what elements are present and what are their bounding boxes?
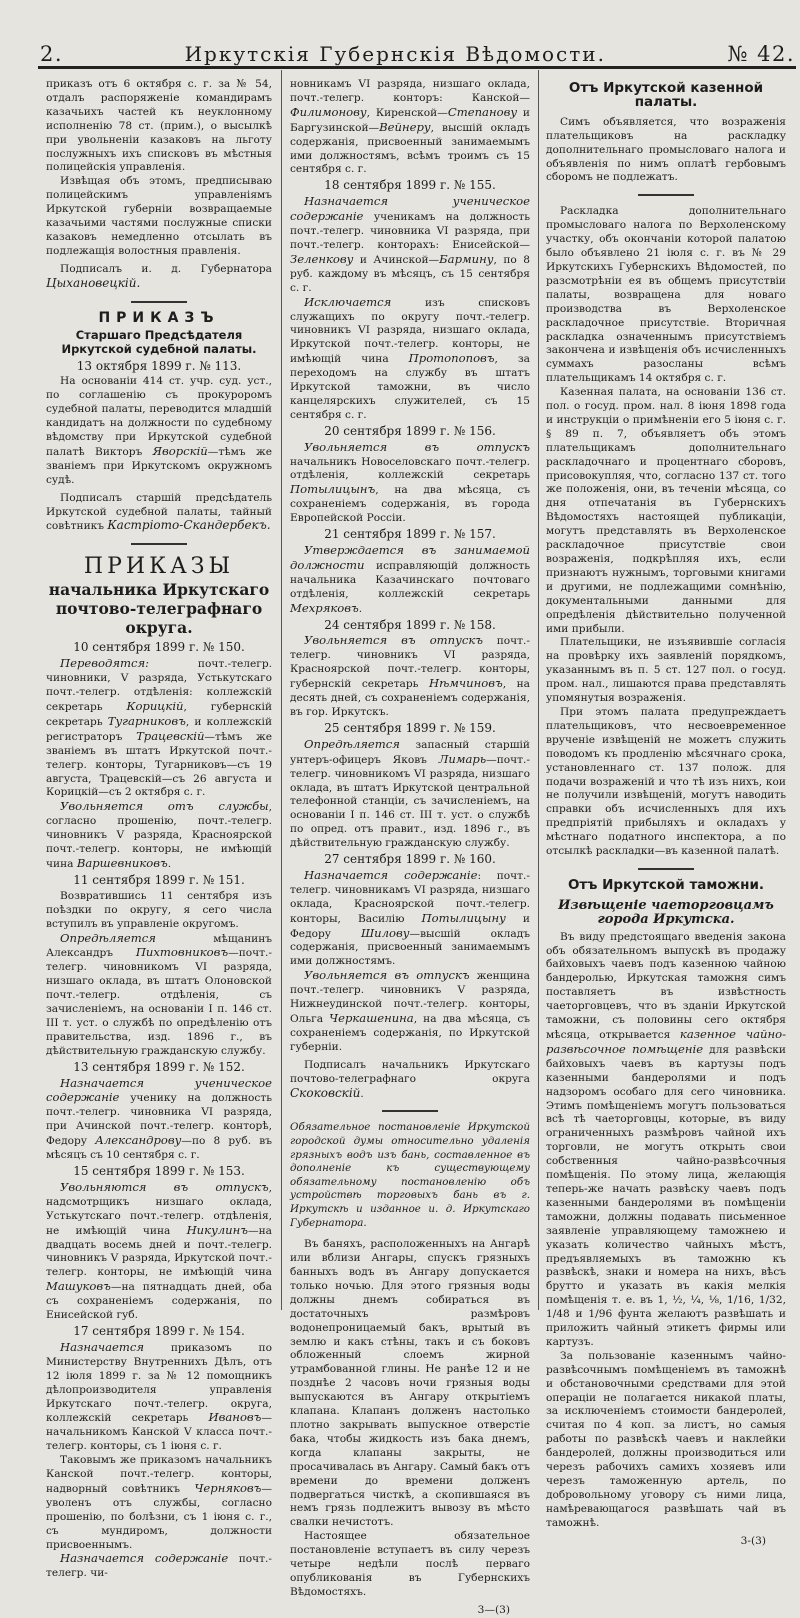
emphasized-text: Назначается содержаніе <box>304 867 478 882</box>
paragraph <box>546 636 786 706</box>
text-run: Таковымъ же приказомъ начальникъ Канской почт.-телегр. конторы, надворный совѣтникъ <box>46 1454 272 1495</box>
paragraph <box>290 634 530 719</box>
emphasized-text: Потылицыну <box>421 910 506 925</box>
text-run: —на пятнадцать дней, оба съ сохраненіемъ содержанія, по Енисейской губ. <box>46 1281 272 1322</box>
text-run: Казенная палата, на основаніи 136 ст. пол. о госуд. пром. нал. 8 іюня 1898 года и инструкціи о примѣненіи его 5 іюня с. г. § 89 п. 7, объявляетъ объ этомъ плательщикамъ дополнительнаго раскладочнаго и процентнаго сборовъ, присовокупляя, что, согласно 137 ст. того же положенія, они, въ теченіи мѣсяца, со дня отпечатанія въ Губернскихъ Вѣдомостяхъ настоящей публикаціи, могутъ представлять въ Верхоленское раскладочное присутствіе свои возраженія, подкрѣпляя ихъ, если признаютъ нужнымъ, торговыми книгами и другими, не подлежащими сомнѣнію, документальными данными для опредѣленія дѣйствительно полученной ими прибыли. <box>546 386 786 635</box>
paragraph <box>46 1454 272 1552</box>
text-run: изъ списковъ служащихъ по округу почт.-телегр. чиновникъ VI разряда, низшаго оклада, Иркутской почт.-телегр. конторы, не имѣющій чина <box>290 296 530 366</box>
column-middle <box>290 78 530 1618</box>
text-run: Подписалъ начальникъ Иркутскаго почтово-телеграфнаго округа <box>290 1058 530 1085</box>
issue-number: № 42. <box>727 42 795 66</box>
order-date: 10 сентября 1899 г. № 150. <box>73 640 245 655</box>
text-run: ученику на должность почт.-телегр. чиновника VI разряда, при Ачинской почт.-телегр. конторѣ, Федору <box>46 1092 272 1148</box>
newspaper-title: Иркутскія Губернскія Вѣдомости. <box>184 42 606 66</box>
emphasized-text: Бармину <box>439 251 494 266</box>
text-run: Подписалъ старшій предсѣдатель Иркутской судебной палаты, тайный совѣтникъ <box>46 491 272 533</box>
text-run: —начальникомъ Канской V класса почт.-телегр. конторы, съ 1 іюня с. г. <box>46 1412 272 1453</box>
emphasized-text: Черкашенина <box>329 1011 414 1025</box>
text-run: На основаніи 414 ст. учр. суд. уст., по соглашенію съ прокуроромъ судебной палаты, переводится младшій кандидатъ на должности по судебному вѣдомству при Иркутской судебной палатѣ Викторъ <box>46 375 272 458</box>
order-date: 15 сентября 1899 г. № 153. <box>73 1164 245 1178</box>
section-heading: ПРИКАЗЪ <box>98 309 220 326</box>
text-run: новникамъ VI разряда, низшаго оклада, почт.-телегр. конторъ: Канской— <box>290 78 530 104</box>
text-run: , на два мѣсяца, съ сохраненіемъ содержанія, по Иркутской губерніи. <box>290 1013 530 1053</box>
emphasized-text: Скоковскій <box>290 1085 361 1100</box>
emphasized-text: Вейнеру <box>379 119 431 134</box>
text-run: для развѣски байховыхъ чаевъ въ картузы подъ казенными бандеролями и подъ надзоромъ особаго для сего чиновника. Этимъ помѣщеніемъ могутъ пользоваться всѣ тѣ чаеторговцы, которые, въ виду ограниченныхъ размѣровъ чайной ихъ торговли, не могутъ открыть свои собственныя чайно-развѣсочныя помѣщенія. По этому лица, желающія теперь-же начать развѣску чаевъ подъ казенными бандеролями въ помѣщеніи таможни, должны подавать письменное заявленіе управляющему таможнею и указать количество чайныхъ мѣстъ, предъявляемыхъ въ таможню къ развѣскѣ, знаки и номера на нихъ, вѣсъ брутто и указать въ какія мелкія помѣщенія т. е. въ 1, ½, ¼, ⅛, 1/16, 1/32, 1/48 и 1/96 фунта желаютъ развѣшать и приложить чайный этикетъ фирмы или картузъ. <box>546 1043 786 1348</box>
text-run: . <box>358 602 363 615</box>
separator-rule <box>638 868 694 870</box>
emphasized-text: Зеленкову <box>290 251 354 266</box>
text-run: Въ баняхъ, расположенныхъ на Ангарѣ или вблизи Ангары, спускъ грязныхъ банныхъ водъ въ Ангару допускается только ночью. Для этого грязныя воды должны днемъ собираться въ достаточныхъ размѣровъ водонепроницаемый бакъ, врытый въ землю и какъ стѣны, такъ и съ боковъ обложенный слоемъ жирной утрамбованной глины. Не ранѣе 12 и не позднѣе 2 часовъ ночи грязныя воды выпускаются въ Ангару открытіемъ клапана. Клапанъ долженъ настолько плотно закрывать выпускное отверстіе бака, чтобы жидкость изъ бака днемъ, когда клапаны закрыты, не просачивалась въ Ангару. Самый бакъ отъ времени до времени долженъ подвергаться чисткѣ, а скопившаяся въ немъ грязь подлежитъ вывозу въ мѣсто свалки нечистотъ. <box>290 1238 530 1529</box>
text-run: , на десять дней, съ сохраненіемъ содержанія, въ гор. Иркутскъ. <box>290 678 530 718</box>
insertion-count: 3-(3) <box>740 1534 766 1547</box>
text-run: Возвратившись 11 сентября изъ поѣздки по округу, я сего числа вступилъ въ управленіе округомъ. <box>46 889 272 930</box>
emphasized-text: Шилову <box>360 925 410 940</box>
paragraph <box>46 375 272 487</box>
text-run: —на двадцать восемь дней и почт.-телегр. чиновникъ V разряда, Иркутской почт.-телегр. конторы, не имѣющій чина <box>46 1224 272 1279</box>
emphasized-text: Увольняется въ отпускъ <box>304 439 530 454</box>
text-run: приказомъ по Министерству Внутреннихъ Дѣлъ, отъ 12 іюля 1899 г. за № 12 помощникъ дѣлопроизводителя управленія Иркутскаго почт.-телегр. округа, коллежскій секретарь <box>46 1341 272 1425</box>
order-date: 24 сентября 1899 г. № 158. <box>324 617 496 632</box>
text-run: —по 8 руб. въ мѣсяцъ съ 10 сентября с. г. <box>46 1135 272 1162</box>
text-run: —уволенъ отъ службы, согласно прошенію, по болѣзни, съ 1 іюня с. г., съ мундиромъ, должности присвоеннымъ. <box>46 1482 272 1551</box>
text-run: запасный старшій унтеръ-офицеръ Яковъ <box>290 738 530 766</box>
text-run: Настоящее обязательное постановленіе вступаетъ въ силу черезъ четыре недѣли послѣ перваго опубликованія въ Губернскихъ Вѣдомостяхъ. <box>290 1530 530 1598</box>
text-run: Подписалъ и. д. Губернатора <box>60 262 272 275</box>
column-divider <box>538 70 539 1310</box>
emphasized-text: Корицкій <box>126 699 184 713</box>
paragraph <box>46 657 272 800</box>
paragraph <box>290 78 530 177</box>
separator-rule <box>382 1110 438 1112</box>
text-run: , за переходомъ на службу въ штатъ Иркутской таможни, въ число канцелярскихъ служителей, съ 15 сентября с. г. <box>290 353 530 421</box>
insertion-count: 3—(3) <box>477 1603 510 1616</box>
paragraph <box>290 544 530 617</box>
emphasized-text: Увольняются въ отпускъ <box>60 1179 269 1194</box>
text-run: Симъ объявляется, что возраженія плательщиковъ на раскладку дополнительнаго промысловаго налога и объявленія по нимъ оплатѣ гербовымъ сборомъ не подлежатъ. <box>546 115 786 184</box>
masthead <box>40 36 795 66</box>
emphasized-text: Яворскій <box>152 443 208 458</box>
order-date: 18 сентября 1899 г. № 155. <box>324 178 496 193</box>
text-run: , на два мѣсяца, съ сохраненіемъ содержанія, въ города Европейской Россіи. <box>290 484 530 525</box>
paragraph <box>290 869 530 969</box>
emphasized-text: Утверждается въ занимаемой должности <box>290 543 530 572</box>
emphasized-text: Опредѣляется <box>304 736 400 751</box>
paragraph <box>290 969 530 1054</box>
paragraph <box>46 1341 272 1454</box>
text-run: —высшій окладъ содержанія, присвоенный занимаемымъ ими должностямъ. <box>290 927 530 968</box>
signature-line <box>46 492 272 535</box>
text-run: Плательщики, не изъявившіе согласія на провѣрку ихъ заявленій порядкомъ, указаннымъ въ п. 5 ст. 127 пол. о госуд. пром. нал., лишаются права представлять упомянутыя возраженія. <box>546 636 786 705</box>
emphasized-text: Степанову <box>447 104 518 119</box>
emphasized-text: Потылицынъ <box>290 482 376 497</box>
text-run: приказъ отъ 6 октября с. г. за № 54, отдалъ распоряженіе командирамъ казачьихъ частей къ неуклонному исполненію 78 ст. (прим.), о высылкѣ при увольненіи казаковъ на льготу послужныхъ ихъ списковъ въ мѣстныя полицейскія управленія. <box>46 78 272 174</box>
paragraph <box>290 1238 530 1530</box>
separator-rule <box>638 194 694 196</box>
column-right <box>546 78 786 1549</box>
column-divider <box>281 70 282 1310</box>
order-date: 27 сентября 1899 г. № 160. <box>324 852 496 867</box>
paragraph <box>46 1552 272 1581</box>
text-run: При этомъ палата предупреждаетъ плательщиковъ, что несвоевременное врученіе извѣщеній не можетъ служить поводомъ къ продленію мѣсячнаго срока, установленнаго ст. 137 полож. для подачи возраженій и что тѣ изъ нихъ, кои не получили извѣщеній, могутъ наводить справки объ исчисленныхъ для ихъ предпріятій прибыляхъ и окладахъ у мѣстнаго податного инспектора, а по отсылкѣ раскладки—въ казенной палатѣ. <box>546 705 786 858</box>
order-date: 20 сентября 1899 г. № 156. <box>324 423 496 438</box>
decree-title: Обязательное постановленіе Иркутской городской думы относительно удаленія грязныхъ водъ изъ бань, составленное въ дополненіе къ существующему обязательному постановленію объ устройствѣ торговыхъ бань въ г. Иркутскѣ и изданное и. д. Иркутскаго Губернатора. <box>290 1121 530 1229</box>
emphasized-text: Кастріото-Скандербекъ. <box>107 518 271 533</box>
text-run: —почт.-телегр. чиновникомъ VI разряда, низшаго оклада, въ штатъ Иркутской центральной телефонной станціи, съ зачисленіемъ, на основаніи I п. 146 ст. III т. уст. о службѣ по опред. отъ правит., изд. 1896 г., въ дѣйствительную гражданскую службу. <box>290 753 530 850</box>
paragraph <box>46 1077 272 1163</box>
signature-line <box>290 1059 530 1102</box>
column-left <box>46 78 272 1581</box>
emphasized-text: казенное чайно-развѣсочное помѣщеніе <box>546 1027 786 1056</box>
paragraph <box>546 931 786 1350</box>
paragraph <box>290 441 530 526</box>
paragraph <box>546 706 786 859</box>
emphasized-text: Машуковъ <box>46 1279 111 1294</box>
text-run: начальникъ Новоселовскаго почт.-телегр. отдѣленія, коллежскій секретарь <box>290 455 530 482</box>
emphasized-text: Черняковъ <box>194 1480 262 1495</box>
text-run: , губернскій секретарь <box>46 701 273 728</box>
text-run: мѣщанинъ Александръ <box>46 932 272 960</box>
text-run: Раскладка дополнительнаго промысловаго налога по Верхоленскому участку, объ окончаніи которой палатою было объявлено 21 іюля с. г. въ № 29 Иркутскихъ Губернскихъ Вѣдомостей, по разсмотрѣніи ея въ общемъ присутствіи палаты, возвращена для новаго производства въ Верхоленское раскладочное присутствіе. Вторичная раскладка означеннымъ присутствіемъ закончена и извѣщенія объ исчисленныхъ суммахъ разосланы всѣмъ плательщикамъ 14 октября с. г. <box>546 205 786 385</box>
paragraph <box>46 800 272 872</box>
emphasized-text: Трацевскій <box>136 728 205 743</box>
order-date: 13 октября 1899 г. № 113. <box>76 358 242 373</box>
emphasized-text: Увольняется отъ службы <box>60 799 269 814</box>
text-run: —почт.-телегр. чиновникомъ VI разряда, низшаго оклада, въ штатъ Олоновской почт.-телегр. отдѣленія, съ зачисленіемъ, на основаніи I п. 146 ст. III т. уст. о службѣ по опредѣленію отъ правительства, изд. 1896 г., въ дѣйствительную гражданскую службу. <box>46 947 272 1057</box>
emphasized-text: Лимарь <box>438 751 487 766</box>
order-date: 17 сентября 1899 г. № 154. <box>73 1323 245 1338</box>
text-run: исправляющій должность начальника Казачинскаго почтоваго отдѣленія, коллежскій секретарь <box>290 559 530 600</box>
emphasized-text: Никулинъ <box>186 1222 249 1237</box>
emphasized-text: Нѣмчиновъ <box>428 676 503 691</box>
section-heading: Отъ Иркутской таможни. <box>567 876 765 893</box>
section-subheading: начальника Иркутскаго почтово-телеграфнаго округа. <box>48 580 270 638</box>
text-run: , согласно прошенію, почт.-телегр. чиновникъ V разряда, Красноярской почт.-телегр. конторы, не имѣющій чина <box>46 801 272 870</box>
section-heading: ПРИКАЗЫ <box>83 554 235 580</box>
emphasized-text: Назначается содержаніе <box>60 1551 229 1566</box>
text-run: , Киренской— <box>366 106 448 119</box>
text-run: , высшій окладъ содержанія, присвоенный занимаемымъ ими должностямъ, всѣмъ троимъ съ 15 сентября с. г. <box>290 121 530 176</box>
emphasized-text: Назначается <box>60 1339 145 1354</box>
text-run: —тѣмъ же званіемъ при Иркутскомъ окружномъ судѣ. <box>46 445 272 486</box>
header-rule <box>38 66 796 69</box>
paragraph <box>290 738 530 851</box>
text-run: почт.-телегр. чиновникъ VI разряда, Красноярской почт.-телегр. конторы, губернскій секретарь <box>290 635 530 691</box>
paragraph <box>546 386 786 636</box>
text-run: , и коллежскій регистраторъ <box>46 715 272 743</box>
text-run: , надсмотрщикъ низшаго оклада, Устькутскаго почт.-телегр. отдѣленія, не имѣющій чина <box>46 1181 272 1237</box>
emphasized-text: Мехряковъ <box>290 600 359 615</box>
text-run: Извѣщая объ этомъ, предписываю полицейскимъ управленіямъ Иркутской губерніи возвращаемые казачьими частями послужные списки казаковъ немедленно отсылать въ подлежащія волостныя правленія. <box>46 175 272 257</box>
text-run: почт.-телегр. чи- <box>46 1553 272 1580</box>
emphasized-text: Ивановъ <box>208 1410 262 1425</box>
section-subheading: Старшаго Предсѣдателя Иркутской судебной палаты. <box>61 327 257 356</box>
text-run: За пользованіе казеннымъ чайно-развѣсочнымъ помѣщеніемъ въ таможнѣ и обстановочными средствами для этой операціи не полагается никакой платы, за исключеніемъ стоимости бандеролей, считая по 4 коп. за листъ, но самыя работы по развѣскѣ чаевъ и наклейки бандеролей, должны производиться или черезъ рабочихъ самихъ хозяевъ или черезъ таможенную артель, по добровольному уговору съ ними лица, намѣревающагося развѣшать чай въ таможнѣ. <box>546 1349 786 1529</box>
text-run: , по 8 руб. каждому въ мѣсяцъ, съ 15 сентября с. г. <box>290 253 531 294</box>
emphasized-text: Пихтовниковъ <box>135 945 229 960</box>
paragraph <box>46 175 272 258</box>
emphasized-text: Увольняется въ отпускъ <box>304 968 470 983</box>
paragraph <box>290 1530 530 1600</box>
emphasized-text: Цыхановецкій. <box>46 275 141 290</box>
separator-rule <box>131 301 187 303</box>
emphasized-text: Назначается ученическое содержаніе <box>46 1075 272 1105</box>
text-run: . <box>360 1087 364 1100</box>
text-run: и Федору <box>290 912 530 940</box>
emphasized-text: Исключается <box>304 294 392 309</box>
paragraph <box>546 116 786 186</box>
emphasized-text: Филимонову <box>290 104 367 119</box>
emphasized-text: Тугарниковъ <box>107 713 186 728</box>
paragraph <box>290 296 530 423</box>
page-number: 2. <box>40 42 64 66</box>
paragraph <box>46 890 272 932</box>
paragraph <box>546 205 786 386</box>
text-run: и Ачинской— <box>353 253 440 266</box>
emphasized-text: Увольняется въ отпускъ <box>304 633 484 648</box>
emphasized-text: Переводятся: <box>60 656 150 671</box>
order-date: 13 сентября 1899 г. № 152. <box>73 1059 245 1074</box>
text-run: и Баргузинской— <box>290 106 530 134</box>
paragraph <box>546 1350 786 1531</box>
text-run: —тѣмъ же званіемъ въ штатъ Иркутской почт.-телегр. конторы, Тугарниковъ—съ 19 августа, Трацевскій—съ 26 августа и Корицкій—съ 2 октября с. г. <box>46 730 272 799</box>
text-run: . <box>167 857 172 870</box>
emphasized-text: Протопоповъ <box>408 351 495 366</box>
paragraph <box>46 78 272 175</box>
order-date: 25 сентября 1899 г. № 159. <box>324 720 496 735</box>
text-run: : почт.-телегр. чиновникамъ VI разряда, низшаго оклада, Красноярской почт.-телегр. конторы, Василію <box>290 869 530 925</box>
emphasized-text: Александрову <box>95 1133 182 1148</box>
emphasized-text: Назначается ученическое содержаніе <box>290 194 530 224</box>
paragraph <box>46 932 272 1059</box>
emphasized-text: Варшевниковъ <box>76 855 168 870</box>
text-run: ученикамъ на должность почт.-телегр. чиновника VI разряда, при почт.-телегр. конторахъ: Енисейской— <box>290 211 530 251</box>
paragraph <box>46 1181 272 1323</box>
paragraph <box>290 195 530 295</box>
notice-title: Извѣщеніе чаеторговцамъ города Иркутска. <box>558 897 774 927</box>
order-date: 21 сентября 1899 г. № 157. <box>324 527 496 542</box>
text-run: женщина почт.-телегр. чиновникъ V разряда, Нижнеудинской почт.-телегр. конторы, Ольга <box>290 970 530 1025</box>
text-run: Въ виду предстоящаго введенія закона объ обязательномъ выпускѣ въ продажу байховыхъ чаевъ подъ казенною чайною бандеролью, Иркутская таможня симъ поставляетъ въ извѣстность чаеторговцевъ, что въ зданіи Иркутской таможни, съ половины сего октября мѣсяца, открывается <box>546 930 786 1041</box>
emphasized-text: Опредѣляется <box>60 930 156 945</box>
separator-rule <box>131 543 187 545</box>
text-run: почт.-телегр. чиновники, V разряда, Устькутскаго почт.-телегр. отдѣленія: коллежскій секретарь <box>46 658 272 713</box>
order-date: 11 сентября 1899 г. № 151. <box>73 872 245 887</box>
signature-line <box>46 263 272 292</box>
section-heading: Отъ Иркутской казенной палаты. <box>568 80 764 110</box>
